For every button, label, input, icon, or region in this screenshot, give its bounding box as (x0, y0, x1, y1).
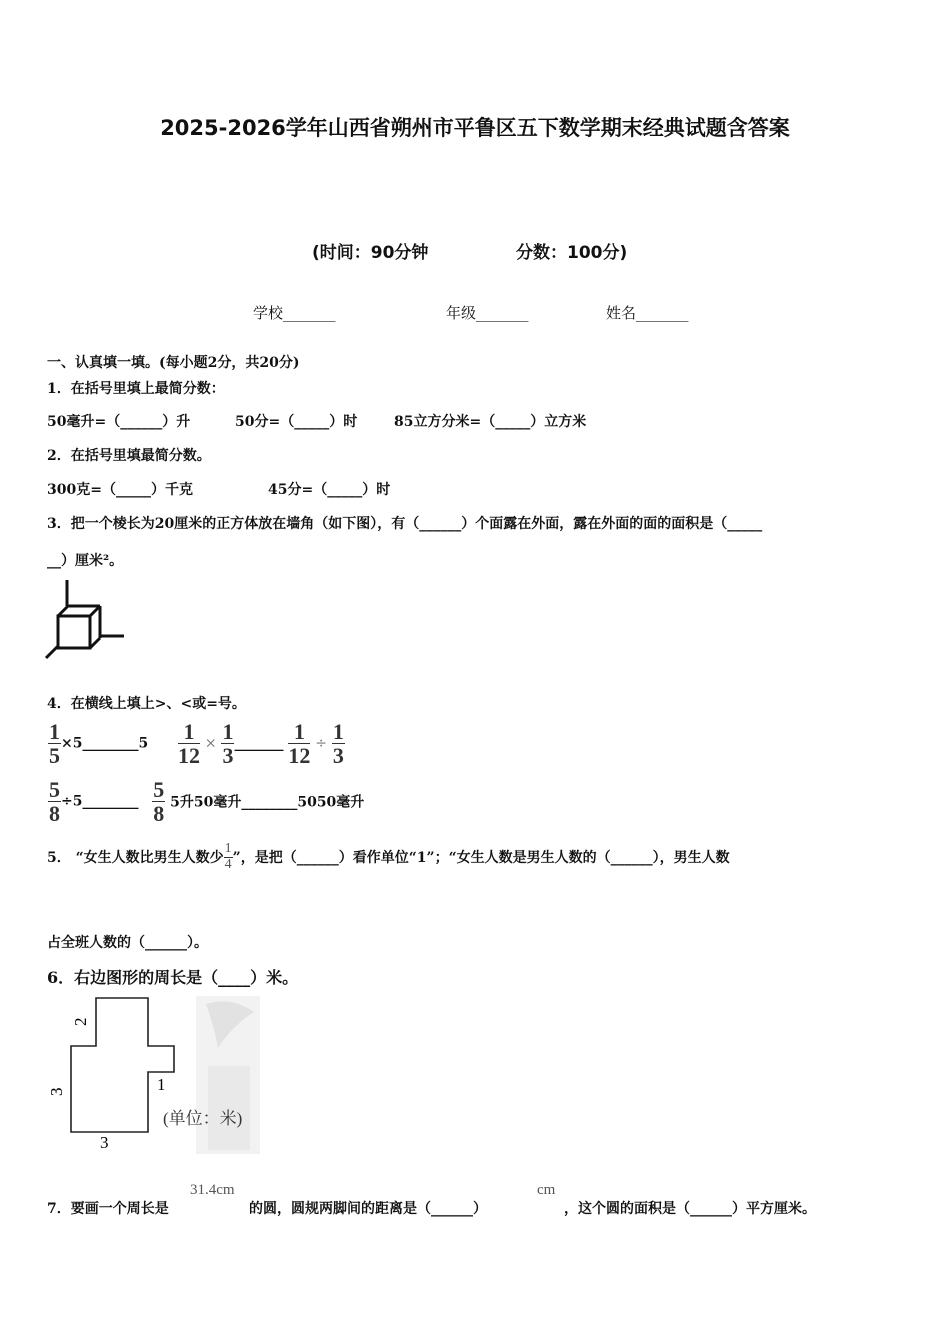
fraction: $\frac{1}{5}$ (49, 719, 60, 769)
q1-stem: 1．在括号里填上最简分数： (47, 381, 225, 397)
cube-figure (44, 578, 128, 664)
time-label: (时间：90分钟 (312, 243, 429, 263)
label-bottom: 3 (100, 1133, 109, 1152)
name-field[interactable]: 姓名_______ (606, 304, 689, 322)
q2-stem: 2．在括号里填最简分数。 (47, 448, 211, 464)
fraction: $\frac{1}{4}$ (224, 841, 232, 872)
q2-part-b: 45分=（_____）时 (268, 482, 391, 498)
section-heading: 一、认真填一填。(每小题2分，共20分) (47, 355, 300, 371)
fraction: $\frac{5}{8}$ (49, 777, 60, 827)
fraction: $\frac{5}{8}$ (153, 777, 165, 827)
q4-stem: 4．在横线上填上>、<或=号。 (47, 696, 246, 712)
school-field[interactable]: 学校_______ (253, 304, 336, 322)
q2-part-a: 300克=（_____）千克 (47, 482, 193, 498)
q1-part-c: 85立方分米=（_____）立方米 (394, 414, 587, 430)
q5-line1: 5． “女生人数比男生人数少 $\frac{1}{4}$ ”，是把（______）看作单位“1”；“女生人数是男生人数的（______），男生人数 (47, 841, 730, 872)
q4-row2: $\frac{5}{8}$ ÷5________ $\frac{5}{8}$ 5升50毫升________5050毫升 (49, 777, 365, 827)
q7-post: ，这个圆的面积是（______）平方厘米。 (564, 1201, 816, 1217)
q3-line2: __）厘米²。 (47, 553, 124, 569)
unit-label: (单位：米) (163, 1109, 243, 1128)
fraction: $\frac{1}{12}$ (177, 719, 200, 769)
q7-circumference: 31.4cm (190, 1182, 235, 1198)
q5-line2: 占全班人数的（______）。 (47, 935, 208, 951)
grade-field[interactable]: 年级_______ (446, 304, 529, 322)
page-title: 2025-2026学年山西省朔州市平鲁区五下数学期末经典试题含答案 (160, 116, 790, 140)
perimeter-figure (46, 996, 260, 1154)
score-label: 分数：100分) (516, 243, 628, 263)
q1-part-b: 50分=（_____）时 (235, 414, 358, 430)
q1-part-a: 50毫升=（______）升 (47, 414, 191, 430)
q3-line1: 3．把一个棱长为20厘米的正方体放在墙角（如下图），有（______）个面露在外面，露在外面的面的面积是（_____ (47, 516, 763, 532)
label-top: 2 (71, 1017, 90, 1026)
q7-mid: 的圆，圆规两脚间的距离是（______） (249, 1201, 487, 1217)
fraction: $\frac{1}{3}$ (222, 719, 234, 769)
q7-unit: cm (537, 1182, 556, 1198)
label-right: 1 (157, 1075, 166, 1094)
fraction: $\frac{1}{3}$ (332, 719, 344, 769)
q6-stem: 6．右边图形的周长是（____）米。 (47, 968, 299, 987)
q7-pre: 7．要画一个周长是 (47, 1201, 169, 1217)
q4-row1: $\frac{1}{5}$ ×5________5 $\frac{1}{12}$ × $\frac{1}{3}$ _______ $\frac{1}{12}$ ÷ $\frac{1}{3}$ (49, 719, 344, 769)
fraction: $\frac{1}{12}$ (288, 719, 311, 769)
label-left: 3 (47, 1087, 66, 1096)
